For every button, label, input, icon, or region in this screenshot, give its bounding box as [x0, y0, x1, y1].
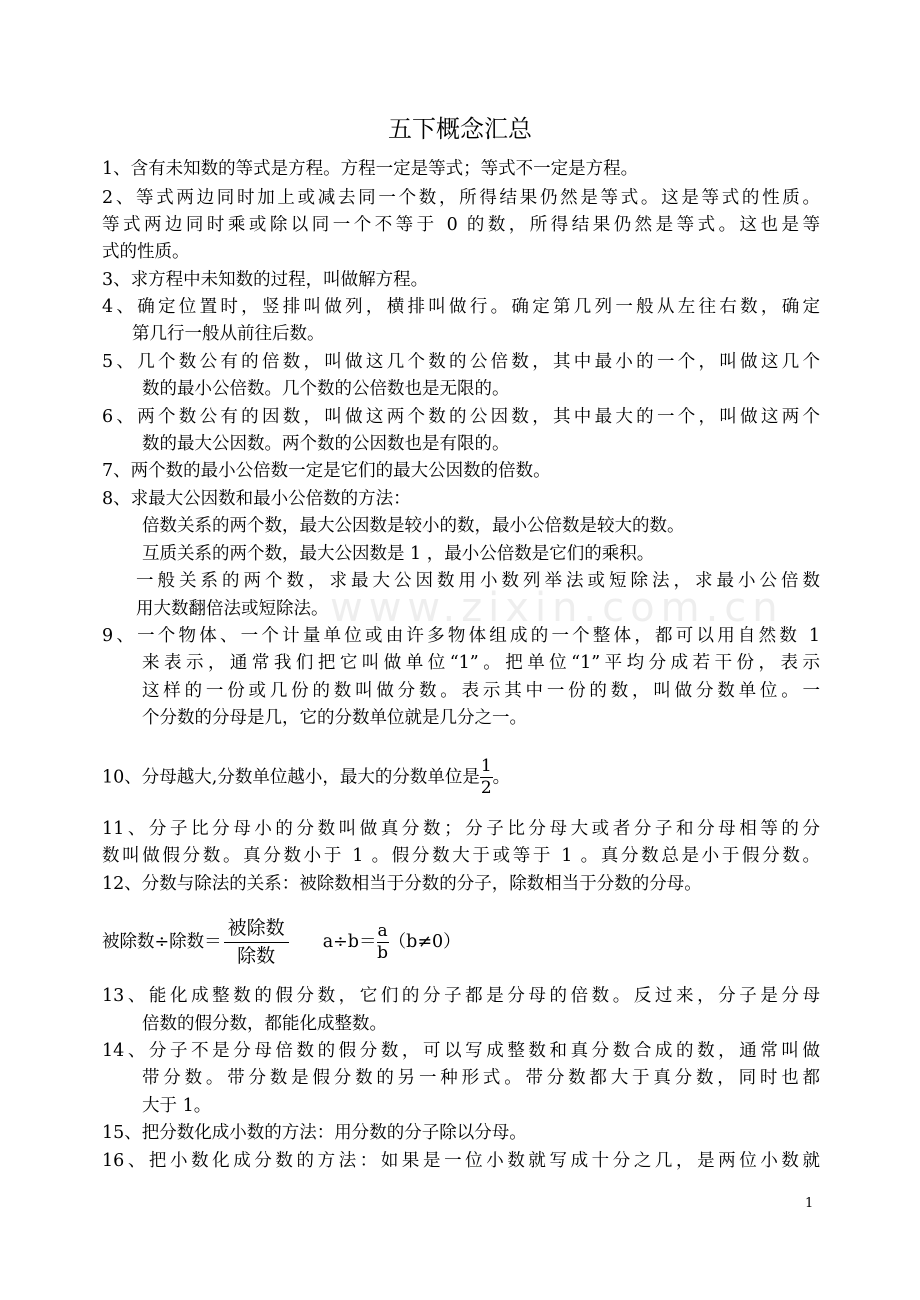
item-11-line-1: 11、分子比分母小的分数叫做真分数；分子比分母大或者分子和分母相等的分	[102, 819, 820, 839]
item-4-line-2: 第几行一般从前往后数。	[132, 324, 325, 344]
item-2-line-2: 等式两边同时乘或除以同一个不等于 0 的数，所得结果仍然是等式。这也是等	[102, 215, 820, 235]
item-8-coprime-relation: 互质关系的两个数，最大公因数是 1 ，最小公倍数是它们的乘积。	[142, 544, 655, 564]
item-4-line-1: 4、确定位置时，竖排叫做列，横排叫做行。确定第几列一般从左往右数，确定	[102, 297, 820, 317]
item-2-line-1: 2、等式两边同时加上或减去同一个数，所得结果仍然是等式。这是等式的性质。	[102, 188, 820, 208]
page-number: 1	[805, 1196, 814, 1211]
item-9-line-2: 来表示，通常我们把它叫做单位“1”。把单位“1”平均分成若干份，表示	[142, 653, 820, 673]
formula-letter-denominator: b	[377, 942, 389, 963]
item-10-text: 10、分母越大,分数单位越小，最大的分数单位是	[102, 767, 480, 788]
item-5-line-1: 5、几个数公有的倍数，叫做这几个数的公倍数，其中最小的一个，叫做这几个	[102, 352, 820, 372]
fraction-denominator: 2	[480, 777, 492, 798]
watermark: www.zixin.com.cn	[330, 585, 784, 631]
item-9-line-3: 这样的一份或几份的数叫做分数。表示其中一份的数，叫做分数单位。一	[142, 681, 820, 701]
item-6-line-2: 数的最大公因数。两个数的公因数也是有限的。	[142, 434, 510, 454]
formula-letter-numerator: a	[377, 920, 388, 941]
item-6-line-1: 6、两个数公有的因数，叫做这两个数的公因数，其中最大的一个，叫做这两个	[102, 407, 820, 427]
formula-denominator: 除数	[237, 944, 276, 967]
item-10-end: 。	[492, 767, 511, 788]
formula-fraction-words	[224, 916, 289, 967]
item-9-line-4: 个分数的分母是几，它的分数单位就是几分之一。	[142, 708, 527, 728]
formula-left-text: 被除数÷除数＝	[102, 932, 222, 952]
formula-condition: （b≠0）	[388, 932, 461, 952]
item-12: 12、分数与除法的关系：被除数相当于分数的分子，除数相当于分数的分母。	[102, 874, 702, 894]
item-8-general-relation-line-2: 用大数翻倍法或短除法。	[136, 599, 329, 619]
item-5-line-2: 数的最小公倍数。几个数的公倍数也是无限的。	[142, 379, 510, 399]
item-8-heading: 8、求最大公因数和最小公倍数的方法：	[102, 489, 411, 509]
item-14-line-3: 大于 1。	[142, 1096, 212, 1116]
item-2-line-3: 式的性质。	[102, 242, 190, 262]
fraction-numerator: 1	[480, 756, 492, 776]
fraction-one-half	[480, 758, 493, 798]
formula-fraction-letters	[377, 920, 389, 963]
item-7: 7、两个数的最小公倍数一定是它们的最大公因数的倍数。	[102, 461, 551, 481]
item-16-line-1: 16、把小数化成分数的方法：如果是一位小数就写成十分之几，是两位小数就	[102, 1151, 820, 1171]
item-14-line-1: 14、分子不是分母倍数的假分数，可以写成整数和真分数合成的数，通常叫做	[102, 1041, 820, 1061]
item-3: 3、求方程中未知数的过程，叫做解方程。	[102, 270, 429, 290]
page-title: 五下概念汇总	[388, 115, 532, 143]
formula-numerator: 被除数	[224, 919, 289, 943]
item-8-general-relation-line-1: 一般关系的两个数，求最大公因数用小数列举法或短除法，求最小公倍数	[136, 571, 820, 591]
item-8-multiple-relation: 倍数关系的两个数，最大公因数是较小的数，最小公倍数是较大的数。	[142, 516, 685, 536]
item-1: 1、含有未知数的等式是方程。方程一定是等式；等式不一定是方程。	[102, 159, 639, 179]
formula-right-text: a÷b＝	[322, 932, 377, 952]
item-14-line-2: 带分数。带分数是假分数的另一种形式。带分数都大于真分数，同时也都	[142, 1068, 820, 1088]
item-11-line-2: 数叫做假分数。真分数小于 1 。假分数大于或等于 1 。真分数总是小于假分数。	[102, 846, 820, 866]
division-fraction-formula	[102, 912, 461, 972]
item-10	[102, 758, 510, 798]
item-15: 15、把分数化成小数的方法：用分数的分子除以分母。	[102, 1123, 527, 1143]
item-13-line-1: 13、能化成整数的假分数，它们的分子都是分母的倍数。反过来，分子是分母	[102, 986, 820, 1006]
item-13-line-2: 倍数的假分数，都能化成整数。	[142, 1014, 387, 1034]
item-9-line-1: 9、一个物体、一个计量单位或由许多物体组成的一个整体，都可以用自然数 1	[102, 626, 820, 646]
